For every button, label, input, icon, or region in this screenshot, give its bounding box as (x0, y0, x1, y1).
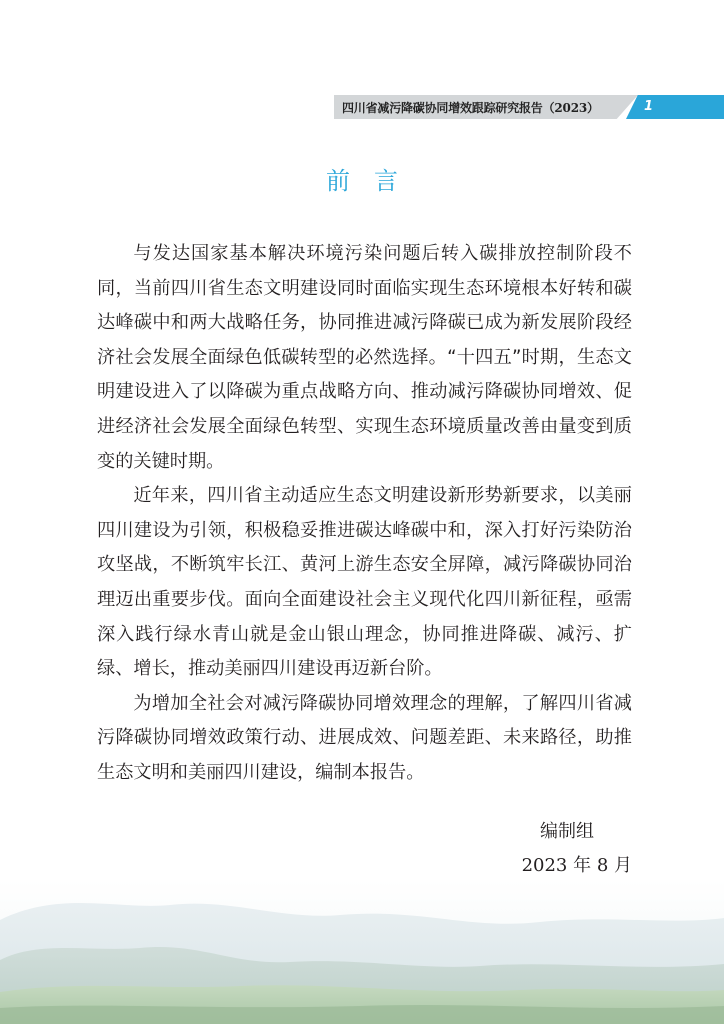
signature-organization: 编制组 (540, 821, 594, 842)
page-title: 前言 (326, 167, 422, 195)
landscape-decoration (0, 880, 724, 1024)
page-number: 1 (644, 99, 654, 114)
running-header-title: 四川省减污降碳协同增效跟踪研究报告（2023） (342, 101, 599, 115)
paragraph-2: 近年来，四川省主动适应生态文明建设新形势新要求，以美丽四川建设为引领，积极稳妥推进碳达峰碳中和，深入打好污染防治攻坚战，不断筑牢长江、黄河上游生态安全屏障，减污降碳协同治理迈出重要步伐。面向全面建设社会主义现代化四川新征程，亟需深入践行绿水青山就是金山银山理念，协同推进降碳、减污、扩绿、增长，推动美丽四川建设再迈新台阶。 (97, 485, 632, 680)
preface-body (97, 237, 632, 791)
paragraph-3: 为增加全社会对减污降碳协同增效理念的理解，了解四川省减污降碳协同增效政策行动、进展成效、问题差距、未来路径，助推生态文明和美丽四川建设，编制本报告。 (97, 692, 632, 783)
page-number-tab (626, 95, 724, 119)
paragraph-1: 与发达国家基本解决环境污染问题后转入碳排放控制阶段不同，当前四川省生态文明建设同时面临实现生态环境根本好转和碳达峰碳中和两大战略任务，协同推进减污降碳已成为新发展阶段经济社会发展全面绿色低碳转型的必然选择。“十四五”时期，生态文明建设进入了以降碳为重点战略方向、推动减污降碳协同增效、促进经济社会发展全面绿色转型、实现生态环境质量改善由量变到质变的关键时期。 (97, 243, 632, 472)
signature-date: 2023 年 8 月 (521, 855, 632, 876)
